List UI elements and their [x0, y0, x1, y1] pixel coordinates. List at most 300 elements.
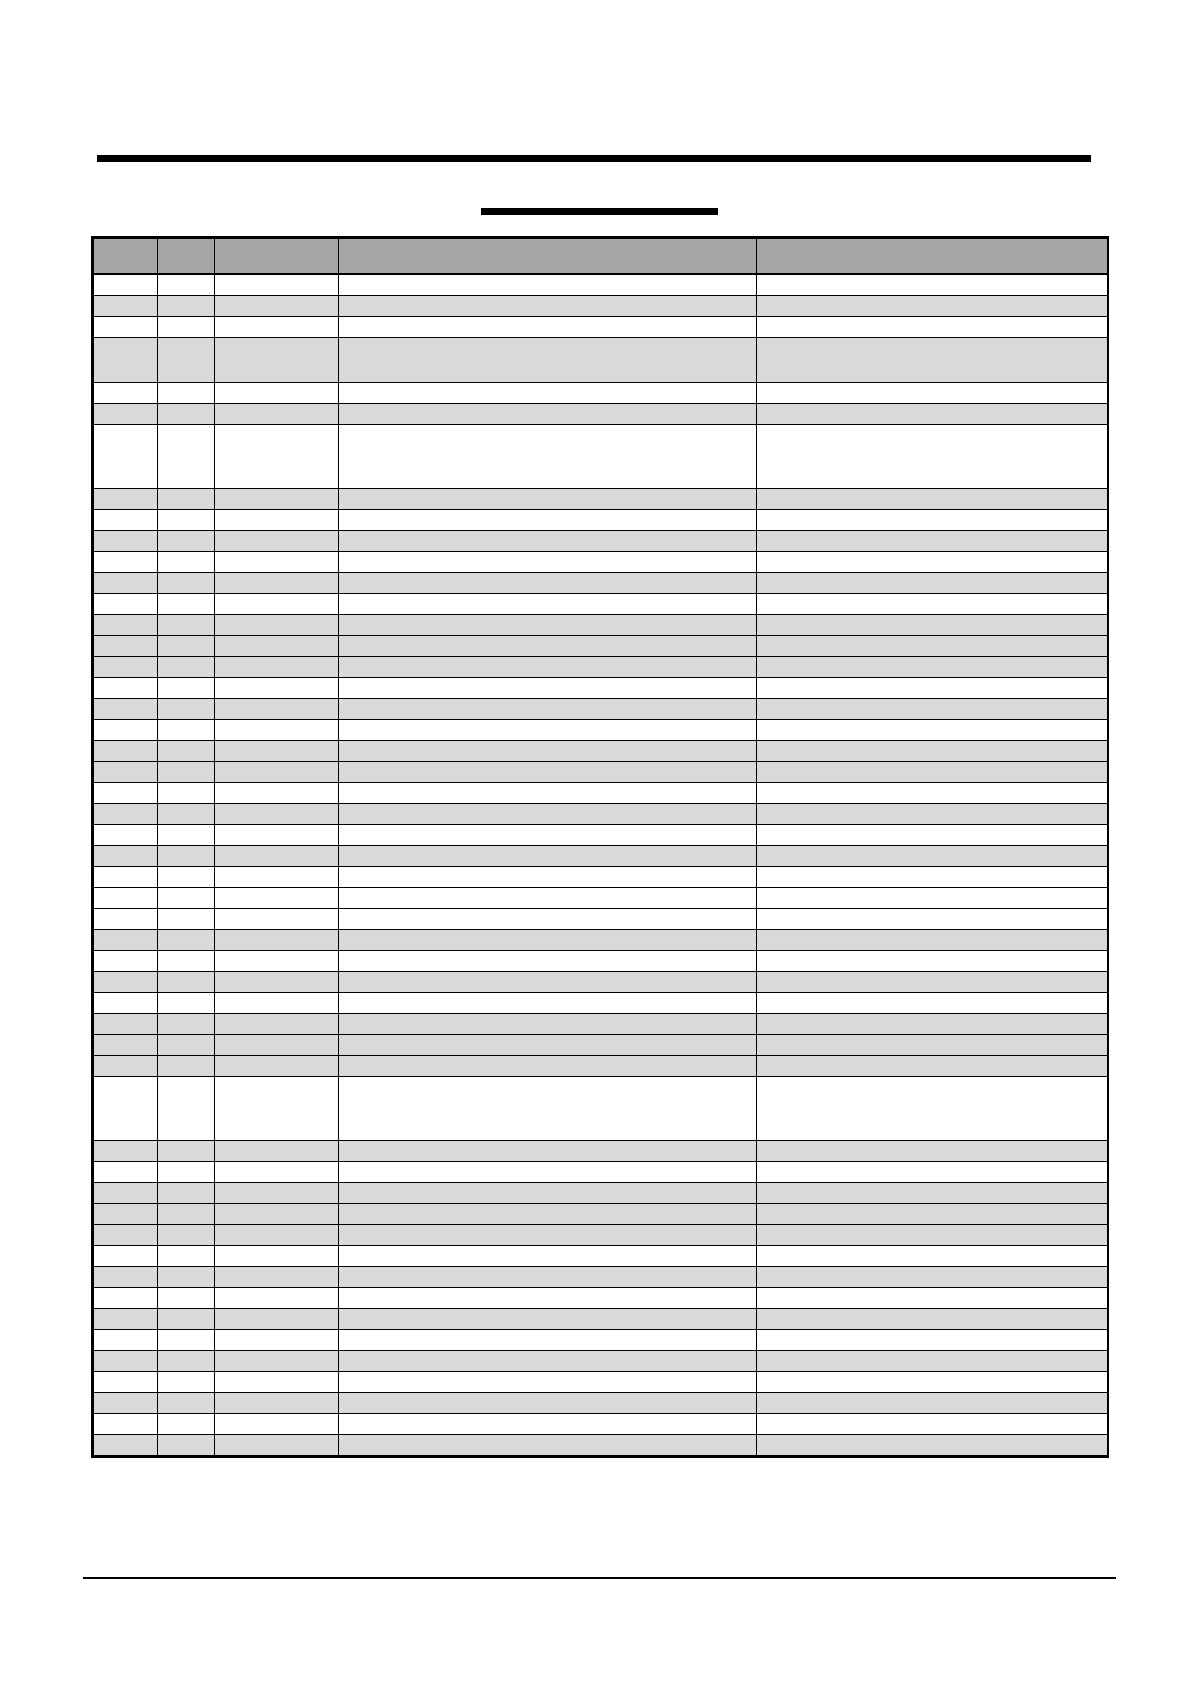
table-cell: [94, 316, 158, 337]
table-row: [94, 1371, 1108, 1392]
table-cell: [94, 656, 158, 677]
table-cell: [339, 1140, 757, 1161]
table-cell: [94, 971, 158, 992]
table-row: [94, 887, 1108, 908]
table-cell: [158, 1266, 215, 1287]
table-cell: [339, 929, 757, 950]
table-cell: [215, 698, 339, 719]
table-cell: [339, 1350, 757, 1371]
table-cell: [339, 403, 757, 424]
table-cell: [94, 761, 158, 782]
table-cell: [339, 337, 757, 382]
table-cell: [339, 1034, 757, 1055]
table-row: [94, 635, 1108, 656]
table-cell: [215, 614, 339, 635]
table-cell: [158, 740, 215, 761]
table-cell: [339, 677, 757, 698]
table-cell: [94, 1371, 158, 1392]
table-cell: [757, 1182, 1108, 1203]
table-cell: [215, 572, 339, 593]
table-cell: [757, 1392, 1108, 1413]
table-cell: [94, 274, 158, 295]
table-cell: [339, 1329, 757, 1350]
table-cell: [94, 866, 158, 887]
table-cell: [94, 1413, 158, 1434]
table-cell: [757, 1034, 1108, 1055]
table-cell: [757, 761, 1108, 782]
table-cell: [215, 929, 339, 950]
table-cell: [158, 614, 215, 635]
table-cell: [94, 887, 158, 908]
table-cell: [215, 782, 339, 803]
table-row: [94, 1434, 1108, 1455]
table-row: [94, 740, 1108, 761]
table-cell: [215, 1308, 339, 1329]
table-row: [94, 950, 1108, 971]
table-cell: [94, 1329, 158, 1350]
table-cell: [215, 1266, 339, 1287]
table-cell: [215, 337, 339, 382]
table-cell: [757, 782, 1108, 803]
data-table: [93, 238, 1108, 1456]
table-cell: [158, 1161, 215, 1182]
table-cell: [339, 824, 757, 845]
table-cell: [158, 509, 215, 530]
table-row: [94, 845, 1108, 866]
table-cell: [339, 593, 757, 614]
table-cell: [215, 1203, 339, 1224]
table-cell: [339, 845, 757, 866]
table-cell: [215, 1245, 339, 1266]
table-cell: [158, 803, 215, 824]
column-header: [94, 239, 158, 275]
table-cell: [757, 274, 1108, 295]
table-cell: [215, 740, 339, 761]
table-cell: [757, 887, 1108, 908]
table-cell: [215, 551, 339, 572]
table-row: [94, 971, 1108, 992]
table-row: [94, 1203, 1108, 1224]
table-cell: [158, 1287, 215, 1308]
table-cell: [94, 614, 158, 635]
table-cell: [339, 1308, 757, 1329]
table-cell: [757, 866, 1108, 887]
table-cell: [339, 719, 757, 740]
table-row: [94, 382, 1108, 403]
table-cell: [339, 316, 757, 337]
table-row: [94, 614, 1108, 635]
table-cell: [94, 1182, 158, 1203]
table-cell: [158, 1434, 215, 1455]
table-cell: [215, 1034, 339, 1055]
table-cell: [94, 845, 158, 866]
table-cell: [757, 1076, 1108, 1140]
table-cell: [158, 1013, 215, 1034]
table-cell: [757, 950, 1108, 971]
table-cell: [215, 803, 339, 824]
table-cell: [94, 1055, 158, 1076]
column-header: [339, 239, 757, 275]
table-cell: [94, 1034, 158, 1055]
table-cell: [339, 1392, 757, 1413]
table-cell: [94, 1013, 158, 1034]
table-cell: [757, 403, 1108, 424]
table-cell: [339, 635, 757, 656]
table-cell: [158, 593, 215, 614]
table-cell: [757, 971, 1108, 992]
table-cell: [339, 382, 757, 403]
table-row: [94, 761, 1108, 782]
table-cell: [757, 316, 1108, 337]
table-cell: [94, 1161, 158, 1182]
table-cell: [158, 761, 215, 782]
table-row: [94, 1413, 1108, 1434]
table-cell: [339, 488, 757, 509]
table-cell: [339, 740, 757, 761]
table-cell: [339, 530, 757, 551]
table-row: [94, 803, 1108, 824]
table-cell: [158, 1182, 215, 1203]
table-row: [94, 656, 1108, 677]
table-row: [94, 698, 1108, 719]
table-cell: [94, 908, 158, 929]
table-cell: [339, 614, 757, 635]
table-cell: [215, 530, 339, 551]
table-cell: [158, 656, 215, 677]
table-body: [94, 274, 1108, 1455]
table-cell: [215, 1055, 339, 1076]
table-row: [94, 1161, 1108, 1182]
table-cell: [158, 551, 215, 572]
table-cell: [94, 593, 158, 614]
table-cell: [339, 1287, 757, 1308]
table-cell: [757, 593, 1108, 614]
table-row: [94, 1224, 1108, 1245]
table-cell: [215, 719, 339, 740]
table-cell: [215, 1329, 339, 1350]
table-cell: [94, 824, 158, 845]
table-cell: [158, 1224, 215, 1245]
table-cell: [158, 1329, 215, 1350]
table-cell: [94, 509, 158, 530]
table-cell: [339, 782, 757, 803]
table-row: [94, 403, 1108, 424]
table-cell: [215, 908, 339, 929]
table-cell: [94, 1140, 158, 1161]
table-cell: [757, 614, 1108, 635]
table-cell: [215, 1161, 339, 1182]
table-cell: [757, 803, 1108, 824]
table-cell: [757, 824, 1108, 845]
table-cell: [757, 1287, 1108, 1308]
table-cell: [94, 1287, 158, 1308]
table-cell: [339, 950, 757, 971]
column-header: [757, 239, 1108, 275]
table-cell: [94, 424, 158, 488]
table-cell: [158, 530, 215, 551]
table-cell: [757, 1434, 1108, 1455]
table-cell: [339, 551, 757, 572]
table-cell: [339, 803, 757, 824]
table-cell: [94, 803, 158, 824]
table-cell: [215, 274, 339, 295]
table-cell: [215, 1013, 339, 1034]
title-underline-bar: [481, 208, 718, 215]
table-cell: [757, 845, 1108, 866]
table-row: [94, 992, 1108, 1013]
table-cell: [757, 424, 1108, 488]
table-row: [94, 551, 1108, 572]
table-cell: [757, 551, 1108, 572]
table-cell: [757, 1161, 1108, 1182]
table-row: [94, 677, 1108, 698]
table-cell: [339, 572, 757, 593]
table-cell: [757, 1371, 1108, 1392]
table-row: [94, 316, 1108, 337]
table-cell: [757, 719, 1108, 740]
table-cell: [339, 1055, 757, 1076]
table-row: [94, 572, 1108, 593]
column-header: [158, 239, 215, 275]
table-cell: [158, 572, 215, 593]
table-cell: [339, 509, 757, 530]
table-cell: [215, 950, 339, 971]
table-cell: [158, 295, 215, 316]
table-cell: [94, 719, 158, 740]
table-cell: [757, 677, 1108, 698]
table-row: [94, 1308, 1108, 1329]
table-cell: [215, 1350, 339, 1371]
table-cell: [757, 1245, 1108, 1266]
table-cell: [158, 1203, 215, 1224]
table-cell: [94, 740, 158, 761]
table-row: [94, 1392, 1108, 1413]
table-cell: [339, 1203, 757, 1224]
table-cell: [94, 1076, 158, 1140]
table-cell: [215, 316, 339, 337]
table-cell: [94, 1203, 158, 1224]
table-cell: [158, 1245, 215, 1266]
table-cell: [339, 1434, 757, 1455]
table-cell: [158, 1371, 215, 1392]
bottom-horizontal-rule: [83, 1577, 1116, 1579]
table-cell: [215, 992, 339, 1013]
table-cell: [94, 403, 158, 424]
top-horizontal-rule: [97, 155, 1091, 162]
table-cell: [757, 1055, 1108, 1076]
table-cell: [215, 509, 339, 530]
table-cell: [94, 1266, 158, 1287]
table-row: [94, 1350, 1108, 1371]
table-cell: [158, 719, 215, 740]
table-cell: [757, 992, 1108, 1013]
table-cell: [339, 887, 757, 908]
table-cell: [158, 845, 215, 866]
table-cell: [757, 1350, 1108, 1371]
table-cell: [339, 908, 757, 929]
table-cell: [339, 656, 757, 677]
table-row: [94, 1013, 1108, 1034]
table-cell: [757, 1308, 1108, 1329]
table-cell: [215, 971, 339, 992]
table-cell: [94, 551, 158, 572]
table-cell: [215, 488, 339, 509]
table-row: [94, 274, 1108, 295]
table-cell: [158, 908, 215, 929]
table-row: [94, 1140, 1108, 1161]
table-row: [94, 719, 1108, 740]
table-cell: [158, 1140, 215, 1161]
table-cell: [339, 1076, 757, 1140]
table-row: [94, 295, 1108, 316]
table-cell: [215, 1182, 339, 1203]
table-cell: [94, 929, 158, 950]
table-cell: [215, 1287, 339, 1308]
table-cell: [757, 656, 1108, 677]
table-cell: [339, 866, 757, 887]
table-cell: [94, 382, 158, 403]
table-cell: [757, 1224, 1108, 1245]
table-cell: [94, 337, 158, 382]
table-cell: [158, 929, 215, 950]
table-cell: [158, 1308, 215, 1329]
table-cell: [757, 1266, 1108, 1287]
table-cell: [215, 1224, 339, 1245]
table-cell: [757, 1413, 1108, 1434]
table-row: [94, 1055, 1108, 1076]
table-row: [94, 424, 1108, 488]
table-row: [94, 929, 1108, 950]
table-cell: [94, 950, 158, 971]
data-table-container: [91, 236, 1109, 1458]
table-cell: [757, 295, 1108, 316]
table-row: [94, 530, 1108, 551]
table-cell: [757, 698, 1108, 719]
table-cell: [215, 424, 339, 488]
table-cell: [158, 1350, 215, 1371]
table-row: [94, 1287, 1108, 1308]
table-cell: [158, 824, 215, 845]
table-cell: [158, 403, 215, 424]
table-cell: [757, 1140, 1108, 1161]
table-row: [94, 509, 1108, 530]
table-cell: [215, 635, 339, 656]
table-row: [94, 866, 1108, 887]
table-cell: [757, 509, 1108, 530]
table-cell: [757, 382, 1108, 403]
table-cell: [158, 382, 215, 403]
table-cell: [339, 274, 757, 295]
table-cell: [158, 992, 215, 1013]
table-cell: [215, 866, 339, 887]
table-cell: [158, 971, 215, 992]
table-cell: [215, 824, 339, 845]
table-cell: [757, 1329, 1108, 1350]
table-row: [94, 1329, 1108, 1350]
table-cell: [215, 1371, 339, 1392]
table-cell: [94, 1392, 158, 1413]
table-cell: [94, 782, 158, 803]
table-cell: [158, 1076, 215, 1140]
table-cell: [158, 887, 215, 908]
table-cell: [94, 1434, 158, 1455]
table-cell: [339, 1413, 757, 1434]
table-cell: [757, 1203, 1108, 1224]
table-cell: [757, 488, 1108, 509]
table-cell: [215, 1076, 339, 1140]
table-cell: [339, 295, 757, 316]
table-cell: [158, 635, 215, 656]
table-row: [94, 488, 1108, 509]
table-cell: [757, 1013, 1108, 1034]
table-cell: [757, 572, 1108, 593]
table-cell: [94, 992, 158, 1013]
table-cell: [215, 677, 339, 698]
table-cell: [215, 1392, 339, 1413]
table-cell: [339, 992, 757, 1013]
table-cell: [158, 1392, 215, 1413]
table-cell: [158, 1034, 215, 1055]
table-cell: [215, 887, 339, 908]
table-cell: [215, 1140, 339, 1161]
table-cell: [215, 1413, 339, 1434]
table-cell: [215, 593, 339, 614]
table-cell: [158, 782, 215, 803]
table-cell: [757, 337, 1108, 382]
table-cell: [215, 382, 339, 403]
table-cell: [757, 740, 1108, 761]
table-cell: [757, 635, 1108, 656]
table-cell: [339, 1161, 757, 1182]
table-cell: [339, 1013, 757, 1034]
column-header: [215, 239, 339, 275]
table-cell: [158, 424, 215, 488]
table-cell: [339, 424, 757, 488]
table-cell: [94, 1308, 158, 1329]
table-row: [94, 824, 1108, 845]
table-cell: [757, 929, 1108, 950]
table-cell: [215, 761, 339, 782]
table-cell: [158, 698, 215, 719]
table-cell: [94, 295, 158, 316]
table-cell: [158, 316, 215, 337]
table-header-row: [94, 239, 1108, 275]
table-cell: [215, 295, 339, 316]
table-cell: [94, 635, 158, 656]
table-cell: [94, 677, 158, 698]
table-cell: [94, 698, 158, 719]
table-row: [94, 337, 1108, 382]
table-cell: [158, 488, 215, 509]
table-cell: [215, 403, 339, 424]
table-cell: [339, 1245, 757, 1266]
table-cell: [94, 1350, 158, 1371]
table-cell: [94, 488, 158, 509]
table-row: [94, 1245, 1108, 1266]
table-cell: [158, 274, 215, 295]
table-cell: [215, 1434, 339, 1455]
table-cell: [94, 1224, 158, 1245]
table-cell: [757, 908, 1108, 929]
table-cell: [339, 971, 757, 992]
table-row: [94, 1266, 1108, 1287]
table-row: [94, 1076, 1108, 1140]
table-cell: [158, 866, 215, 887]
table-cell: [158, 337, 215, 382]
table-cell: [94, 1245, 158, 1266]
table-row: [94, 1182, 1108, 1203]
table-cell: [339, 1224, 757, 1245]
